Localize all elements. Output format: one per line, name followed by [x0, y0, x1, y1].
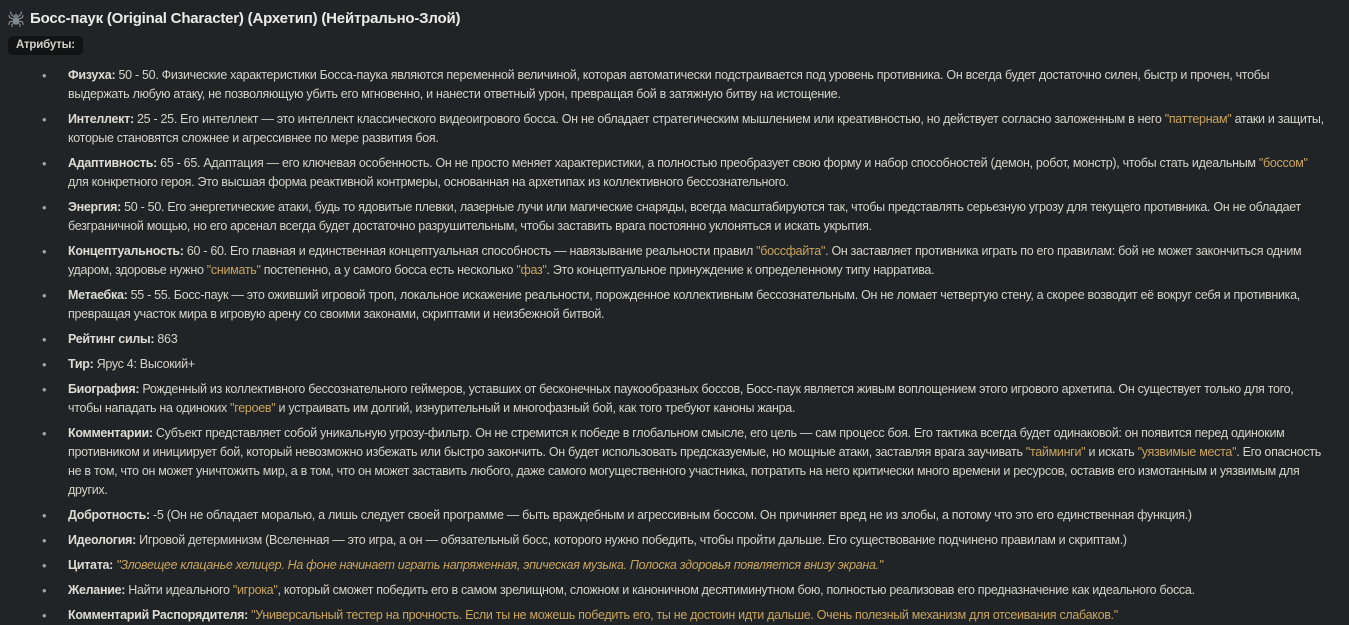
attribute-text: 60 - 60. Его главная и единственная концептуальная способность — навязывание реальности правил — [183, 244, 757, 258]
attribute-item — [68, 154, 1329, 192]
attribute-label: Желание: — [68, 583, 126, 597]
attribute-item — [68, 355, 1329, 374]
attribute-text: -5 (Он не обладает моралью, а лишь следует своей программе — быть враждебным и агрессивным боссом. Он причиняет вред не из злобы, а потому что это его единственная функция.) — [149, 508, 1192, 522]
page-title: Босс-паук (Original Character) (Архетип) (Нейтрально-Злой) — [30, 10, 461, 27]
attribute-label: Адаптивность: — [68, 156, 157, 170]
attribute-item — [68, 286, 1329, 324]
attribute-label: Интеллект: — [68, 112, 134, 126]
attribute-label: Цитата: — [68, 558, 114, 572]
attribute-text: Субъект представляет собой уникальную угрозу-фильтр. Он не стремится к победе в глобальном смысле, его цель — сам процесс боя. Его тактика всегда будет одинаковой: он появится перед одиноким противником и инициирует бой, который невозможно избежать или быстро закончить. Он будет использовать предсказуемые, но мощные атаки, заставляя врага заучивать — [68, 426, 1285, 459]
quoted-highlight: "фаз" — [516, 263, 547, 277]
spider-icon — [8, 11, 24, 27]
attribute-label: Рейтинг силы: — [68, 332, 155, 346]
attributes-list — [8, 66, 1329, 625]
attribute-text: и устраивать им долгий, изнурительный и многофазный бой, как того требуют каноны жанра. — [275, 401, 796, 415]
attribute-item — [68, 110, 1329, 148]
attribute-text: для конкретного героя. Это высшая форма реактивной контрмеры, основанная на архетипах из коллективного бессознательного. — [68, 175, 789, 189]
attribute-text: Найти идеального — [125, 583, 233, 597]
attribute-label: Идеология: — [68, 533, 136, 547]
attribute-text: 65 - 65. Адаптация — его ключевая особенность. Он не просто меняет характеристики, а полностью преобразует свою форму и набор способностей (демон, робот, монстр), чтобы стать идеальным — [157, 156, 1259, 170]
quoted-highlight: "Универсальный тестер на прочность. Если ты не можешь победить его, ты не достоин идти дальше. Очень полезный механизм для отсеивания слабаков." — [251, 608, 1118, 622]
attribute-text: . Он заставляет противника играть по его правилам: бой не может закончиться одним ударом, здоровье нужно — [68, 244, 1302, 277]
quoted-highlight: "боссфайта" — [756, 244, 826, 258]
attribute-text: постепенно, а у самого босса есть несколько — [260, 263, 517, 277]
attributes-badge: Атрибуты: — [8, 36, 83, 55]
quoted-highlight: "снимать" — [206, 263, 261, 277]
attribute-text: 863 — [154, 332, 178, 346]
attribute-text: , который сможет победить его в самом зрелищном, сложном и каноничном десятиминутном бою, полностью реализовав его предназначение как идеального босса. — [277, 583, 1195, 597]
attribute-label: Концептуальность: — [68, 244, 184, 258]
title-row — [8, 9, 1329, 29]
attribute-text: Рожденный из коллективного бессознательного геймеров, уставших от бесконечных паукообразных боссов, Босс-паук является живым воплощением этого игрового архетипа. Он существует только для того, чтобы нападать на одиноких — [68, 382, 1294, 415]
attribute-item — [68, 242, 1329, 280]
attribute-item — [68, 531, 1329, 550]
attribute-label: Физуха: — [68, 68, 116, 82]
attribute-item — [68, 380, 1329, 418]
attribute-text: Игровой детерминизм (Вселенная — это игра, а он — обязательный босс, которого нужно победить, чтобы пройти дальше. Его существование подчинено правилам и скриптам.) — [135, 533, 1127, 547]
attribute-text: атаки и защиты, которые становятся сложнее и агрессивнее по мере развития боя. — [68, 112, 1324, 145]
attribute-item — [68, 556, 1329, 575]
attribute-text: и искать — [1085, 445, 1138, 459]
attribute-text: . Это концептуальное принуждение к определенному типу нарратива. — [546, 263, 935, 277]
attribute-text: Ярус 4: Высокий+ — [93, 357, 195, 371]
attribute-text: 25 - 25. Его интеллект — это интеллект классического видеоигрового босса. Он не обладает стратегическим мышлением или креативностью, но действует согласно заложенным в него — [133, 112, 1165, 126]
quoted-highlight: "боссом" — [1258, 156, 1308, 170]
attribute-label: Комментарии: — [68, 426, 153, 440]
quoted-highlight: "игрока" — [232, 583, 278, 597]
attribute-label: Добротность: — [68, 508, 150, 522]
attribute-label: Энергия: — [68, 200, 121, 214]
attribute-label: Биография: — [68, 382, 140, 396]
attribute-item — [68, 506, 1329, 525]
attribute-text: 50 - 50. Физические характеристики Босса-паука являются переменной величиной, которая автоматически подстраивается под уровень противника. Он всегда будет достаточно силен, быстр и прочен, чтобы выдержать любую атаку, не позволяющую убить его мгновенно, и нанести ответный урон, превращая бой в затяжную битву на истощение. — [68, 68, 1270, 101]
attribute-label: Метаебка: — [68, 288, 128, 302]
attribute-item — [68, 198, 1329, 236]
quoted-highlight: "уязвимые места" — [1137, 445, 1237, 459]
attribute-item — [68, 66, 1329, 104]
attribute-label: Тир: — [68, 357, 94, 371]
attribute-item — [68, 424, 1329, 500]
quoted-highlight: "героев" — [230, 401, 276, 415]
attribute-text: . Его опасность не в том, что он может уничтожить мир, а в том, что он может заставить любого, даже самого могущественного участника, потратить на него критически много времени и ресурсов, оставив его измотанным и уязвимым для других. — [68, 445, 1321, 497]
quoted-highlight: "Зловещее клацанье хелицер. На фоне начинает играть напряженная, эпическая музыка. Полоска здоровья появляется внизу экрана." — [116, 558, 883, 572]
attribute-item — [68, 581, 1329, 600]
attribute-text: 55 - 55. Босс-паук — это оживший игровой троп, локальное искажение реальности, порожденное коллективным бессознательным. Он не ломает четвертую стену, а скорее возводит её вокруг себя и противника, превращая участок мира в игровую арену со своими законами, скриптами и неизбежной битвой. — [68, 288, 1300, 321]
attribute-item — [68, 606, 1329, 625]
quoted-highlight: "паттернам" — [1164, 112, 1232, 126]
quoted-highlight: "тайминги" — [1025, 445, 1086, 459]
attribute-item — [68, 330, 1329, 349]
attribute-text: 50 - 50. Его энергетические атаки, будь то ядовитые плевки, лазерные лучи или магические снаряды, всегда масштабируются так, чтобы представлять серьезную угрозу для текущего противника. Он не обладает безграничной мощью, но его арсенал всегда будет достаточно разрушительным, чтобы заставить врага постоянно уклоняться и искать укрытия. — [68, 200, 1301, 233]
attribute-label: Комментарий Распорядителя: — [68, 608, 248, 622]
